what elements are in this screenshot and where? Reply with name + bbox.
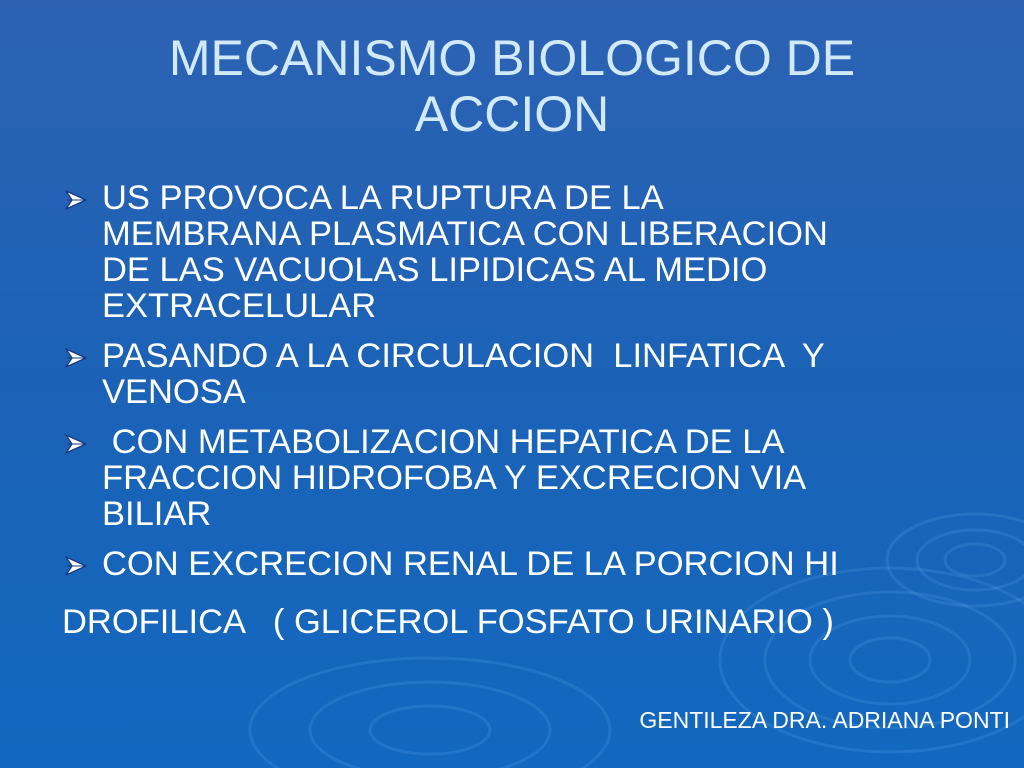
continuation-text: DROFILICA ( GLICEROL FOSFATO URINARIO ) xyxy=(62,603,834,641)
bullet-line: DE LAS VACUOLAS LIPIDICAS AL MEDIO xyxy=(102,251,768,289)
bullet-item xyxy=(0,424,1024,532)
title-line: MECANISMO BIOLOGICO DE xyxy=(168,30,856,86)
bullet-line: PASANDO A LA CIRCULACION LINFATICA Y xyxy=(102,337,825,375)
bullet-line: VENOSA xyxy=(102,373,246,411)
title-line: ACCION xyxy=(414,86,610,142)
arrow-bullet-icon xyxy=(64,434,88,454)
arrow-bullet-icon xyxy=(64,190,88,210)
bullet-item xyxy=(0,180,1024,324)
arrow-bullet-icon xyxy=(64,348,88,368)
slide-title xyxy=(40,30,984,142)
footer-credit: GENTILEZA DRA. ADRIANA PONTI xyxy=(639,707,1010,733)
bullet-list xyxy=(0,180,1024,596)
bullet-line: FRACCION HIDROFOBA Y EXCRECION VIA xyxy=(102,459,807,497)
bullet-line: EXTRACELULAR xyxy=(102,287,377,325)
bullet-line: CON EXCRECION RENAL DE LA PORCION HI xyxy=(102,545,839,583)
bullet-line: BILIAR xyxy=(102,495,212,533)
bullet-line: CON METABOLIZACION HEPATICA DE LA xyxy=(102,423,785,461)
arrow-bullet-icon xyxy=(64,556,88,576)
bullet-item xyxy=(0,338,1024,410)
bullet-item xyxy=(0,546,1024,582)
bullet-line: US PROVOCA LA RUPTURA DE LA xyxy=(102,179,664,217)
bullet-line: MEMBRANA PLASMATICA CON LIBERACION xyxy=(102,215,828,253)
